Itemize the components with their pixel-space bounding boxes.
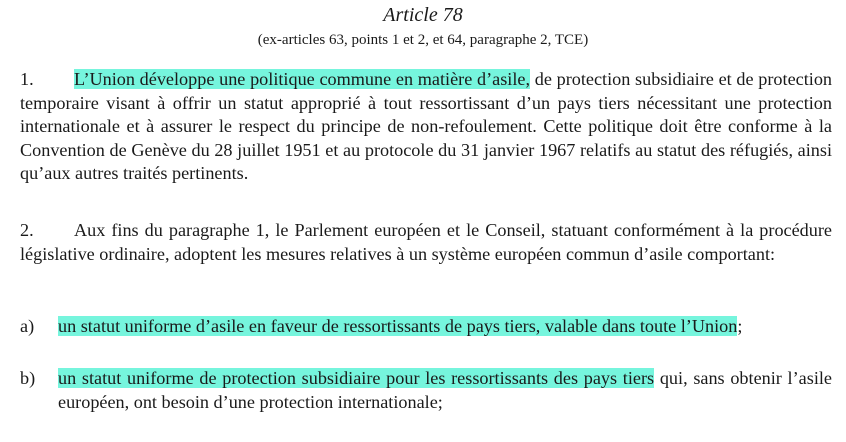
list-item-b: [20, 367, 832, 414]
article-subtitle: (ex-articles 63, points 1 et 2, et 64, paragraphe 2, TCE): [257, 32, 589, 48]
paragraph-2: [20, 219, 832, 266]
paragraph-2-number: 2.: [20, 220, 34, 240]
paragraph-1-highlighted-text: L’Union développe une politique commune en matière d’asile,: [74, 69, 531, 89]
paragraph-1-number: 1.: [20, 69, 34, 89]
list-item-b-label: b): [20, 368, 36, 388]
list-item-a-rest-text: ;: [737, 316, 743, 336]
list-item-a-text: [58, 315, 832, 339]
list-item-a-label: a): [20, 316, 35, 336]
paragraph-1-text: de protection subsidiaire et de protection temporaire visant à offrir un statut approprié à tout ressortissant d’un pays tiers nécessitant une protection internationale et à assurer le respect du principe de non-refoulement. Cette politique doit être conforme à la Convention de Genève du 28 juillet 1951 et au protocole du 31 janvier 1967 relatifs au statut des réfugiés, ainsi qu’aux autres traités pertinents.: [20, 69, 833, 183]
list-item-b-text: [58, 367, 832, 414]
list-item-b-rest-text: qui, sans obtenir l’asile européen, ont besoin d’une protection internationale;: [58, 368, 832, 412]
article-title: Article 78: [383, 4, 463, 26]
list-item-b-highlighted-text: un statut uniforme de protection subsidiaire pour les ressortissants des pays tiers: [58, 368, 655, 388]
list-item-a: [20, 315, 832, 339]
paragraph-2-text: Aux fins du paragraphe 1, le Parlement européen et le Conseil, statuant conformément à la procédure législative ordinaire, adoptent les mesures relatives à un système européen commun d’asile comportant:: [20, 220, 832, 264]
paragraph-1: [20, 68, 832, 186]
list-item-a-highlighted-text: un statut uniforme d’asile en faveur de ressortissants de pays tiers, valable dans toute l’Union: [58, 316, 738, 336]
